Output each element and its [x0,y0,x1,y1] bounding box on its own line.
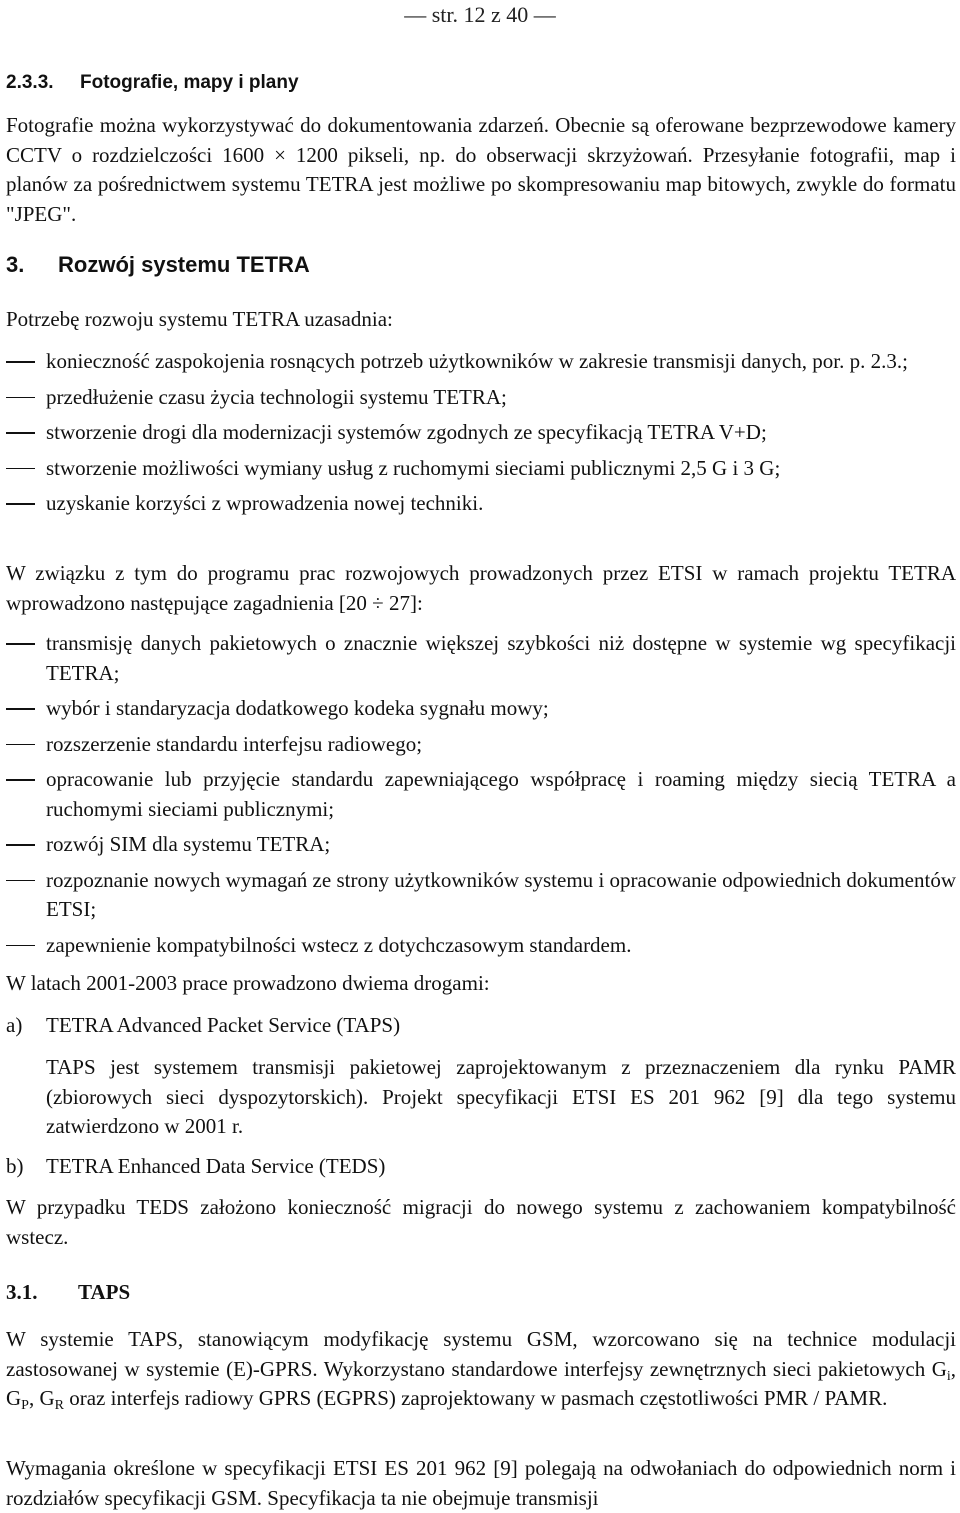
gateway-symbol: G [931,1356,947,1381]
section-heading-2-3-3 [6,70,956,96]
gateway-symbol: G [6,1386,22,1410]
dash-bullet [6,844,35,846]
paragraph-requirements: Wymagania określone w specyfikacji ETSI ES 201 962 [9] polegają na odwołaniach do odpowiednich norm i rozdziałów specyfikacji GSM. Specyfikacja ta nie obejmuje transmisji [6,1456,956,1510]
section-number: 3.1. [6,1280,38,1304]
topics-list [6,629,956,960]
list-item [6,383,956,413]
section-title: TAPS [78,1280,131,1304]
paragraph-etsi-program: W związku z tym do programu prac rozwojowych prowadzonych przez ETSI w ramach projektu TETRA wprowadzono następujące zagadnienia [20 ÷ 27]: [6,561,956,615]
paragraph-intro-needs: Potrzebę rozwoju systemu TETRA uzasadnia: [6,307,393,331]
item-title: TETRA Enhanced Data Service (TEDS) [46,1154,386,1178]
gateway-subscript: R [54,1398,64,1413]
dash-bullet [6,779,35,781]
item-label: a) [6,1013,23,1037]
list-item [6,931,956,961]
list-item [6,629,956,688]
list-item [6,489,956,519]
paragraph-taps-gsm [6,1325,956,1414]
section-title: Fotografie, mapy i plany [80,72,299,93]
list-item-text: stworzenie drogi dla modernizacji systemów zgodnych ze specyfikacją TETRA V+D; [46,420,767,444]
gateway-symbol: G [39,1386,55,1410]
gateway-subscript: i [946,1368,951,1384]
section-heading-3-1 [6,1277,956,1307]
list-item-text: zapewnienie kompatybilności wstecz z dotychczasowym standardem. [46,932,632,957]
text-run: oraz interfejs radiowy GPRS (EGPRS) zaprojektowany w pasmach częstotliwości PMR / PAMR. [63,1386,888,1410]
item-title: TETRA Advanced Packet Service (TAPS) [46,1013,401,1037]
dash-bullet [6,468,35,470]
list-item-text: transmisję danych pakietowych o znacznie większej szybkości niż dostępne w systemie wg specyfikacji TETRA; [46,631,956,685]
list-item-text: stworzenie możliwości wymiany usług z ruchomymi sieciami publicznymi 2,5 G i 3 G; [46,455,781,480]
paragraph-years: W latach 2001-2003 prace prowadzono dwiema drogami: [6,971,490,995]
item-label: b) [6,1154,24,1178]
section-title: Rozwój systemu TETRA [58,252,310,277]
paragraph-photos: Fotografie można wykorzystywać do dokumentowania zdarzeń. Obecnie są oferowane bezprzewodowe kamery CCTV o rozdzielczości 1600 × 1200 pikseli, np. do obserwacji skrzyżowań. Przesyłanie fotografii, map i planów za pośrednictwem systemu TETRA jest możliwe po skompresowaniu map bitowych, zwykle do formatu "JPEG". [6,113,956,226]
dash-bullet [6,397,35,399]
list-item-text: przedłużenie czasu życia technologii systemu TETRA; [46,384,507,409]
list-item-text: rozpoznanie nowych wymagań ze strony użytkowników systemu i opracowanie odpowiednich dokumentów ETSI; [46,867,956,921]
dash-bullet [6,880,35,882]
list-item-text: uzyskanie korzyści z wprowadzenia nowej techniki. [46,491,484,515]
dash-bullet [6,945,35,947]
list-item [6,418,956,448]
separator: , [950,1356,956,1381]
list-item [6,866,956,925]
paragraph-taps: TAPS jest systemem transmisji pakietowej zaprojektowanym z przeznaczeniem dla rynku PAMR (zbiorowych sieci dyspozytorskich). Projekt specyfikacji ETSI ES 201 962 [9] dla tego systemu zatwierdzono w 2001 r. [46,1055,956,1138]
dash-bullet [6,708,35,710]
section-number: 2.3.3. [6,72,54,93]
list-item [6,454,956,484]
section-number: 3. [6,252,25,277]
list-item [6,347,956,377]
list-item-text: wybór i standaryzacja dodatkowego kodeka sygnału mowy; [46,696,549,720]
item-b-heading [6,1152,956,1182]
list-item-text: konieczność zaspokojenia rosnących potrzeb użytkowników w zakresie transmisji danych, por. p. 2.3.; [46,349,908,373]
page-number: — str. 12 z 40 — [404,2,556,27]
section-heading-3 [6,250,956,280]
item-a-heading [6,1011,956,1041]
dash-bullet [6,503,35,505]
list-item-text: rozszerzenie standardu interfejsu radiowego; [46,731,423,756]
list-item [6,694,956,724]
paragraph-teds: W przypadku TEDS założono konieczność migracji do nowego systemu z zachowaniem kompatybilność wstecz. [6,1195,956,1249]
dash-bullet [6,361,35,363]
list-item [6,730,956,760]
separator: , [28,1386,40,1410]
dash-bullet [6,432,35,434]
list-item-text: rozwój SIM dla systemu TETRA; [46,832,331,856]
list-item [6,830,956,860]
gateway-subscript: P [21,1398,29,1413]
text-run: W systemie TAPS, stanowiącym modyfikację systemu GSM, wzorcowano się na technice modulacji zastosowanej w systemie (E)-GPRS. Wykorzystano standardowe interfejsy zewnętrznych sieci pakietowych [6,1327,956,1381]
dash-bullet [6,643,35,645]
list-item-text: opracowanie lub przyjęcie standardu zapewniającego współpracę i roaming między siecią TETRA a ruchomymi sieciami publicznymi; [46,767,956,821]
dash-bullet [6,744,35,746]
needs-list [6,347,956,519]
list-item [6,765,956,824]
